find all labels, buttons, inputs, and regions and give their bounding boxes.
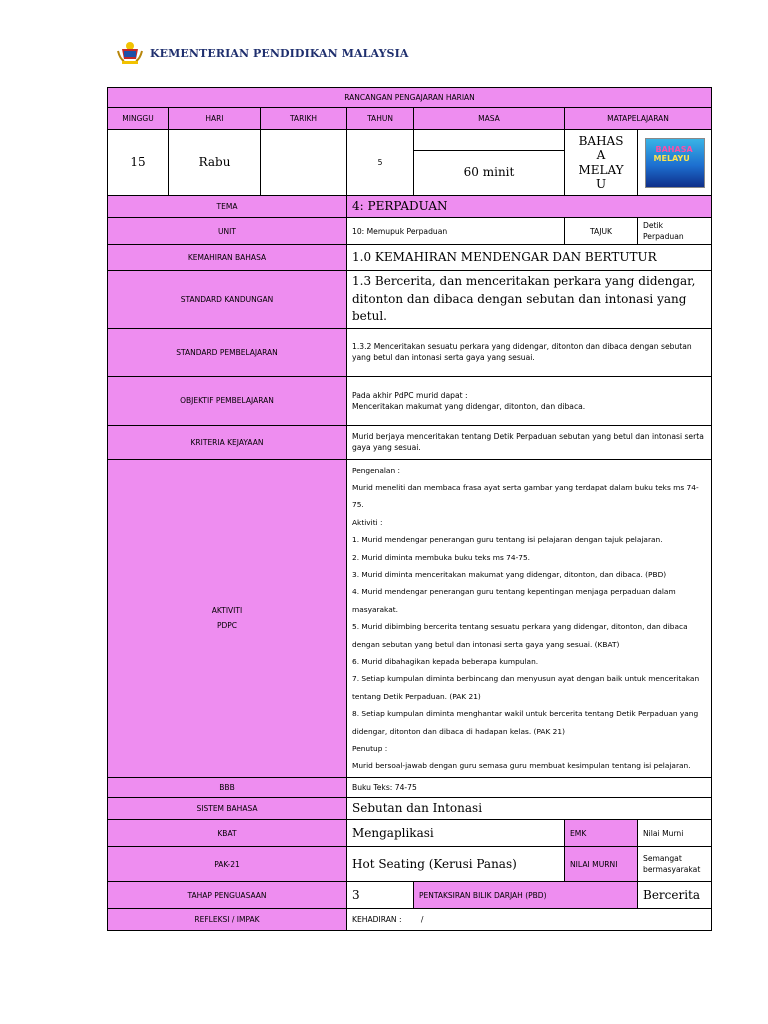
subject-line: U — [595, 176, 607, 191]
tajuk-label: TAJUK — [565, 218, 638, 245]
aktiviti-line: 1. Murid mendengar penerangan guru tentang isi pelajaran dengan tajuk pelajaran. — [352, 535, 663, 545]
textbook-cover-image — [645, 138, 705, 188]
aktiviti-line: Penutup : — [352, 744, 388, 754]
aktiviti-line: 5. Murid dibimbing bercerita tentang sesuatu perkara yang didengar, ditonton, dan dibaca dengan sebutan yang betul dan intonasi serta gaya yang sesuai. (KBAT) — [352, 622, 688, 649]
aktiviti-line: 8. Setiap kumpulan diminta menghantar wakil untuk bercerita tentang Detik Perpaduan yang didengar, ditonton dan dibaca di hadapan kelas. (PAK 21) — [352, 709, 699, 736]
kemahiran-value: 1.0 KEMAHIRAN MENDENGAR DAN BERTUTUR — [347, 245, 712, 271]
header-tahun: TAHUN — [347, 108, 414, 130]
aktiviti-line: Pengenalan : — [352, 465, 400, 475]
sistem-label: SISTEM BAHASA — [108, 797, 347, 819]
aktiviti-content — [347, 459, 712, 777]
malaysia-crest-icon — [116, 39, 144, 67]
tahap-label: TAHAP PENGUASAAN — [108, 882, 347, 909]
minggu-value: 15 — [108, 130, 169, 196]
pak-value: Hot Seating (Kerusi Panas) — [347, 847, 565, 882]
aktiviti-line: Murid meneliti dan membaca frasa ayat serta gambar yang terdapat dalam buku teks ms 74-75. — [352, 482, 699, 510]
sk-label: STANDARD KANDUNGAN — [108, 271, 347, 328]
header-tarikh: TARIKH — [261, 108, 347, 130]
nilai-value: Semangat bermasyarakat — [638, 847, 712, 882]
pbd-value: Bercerita — [638, 882, 712, 909]
header-minggu: MINGGU — [108, 108, 169, 130]
header-matapelajaran: MATAPELAJARAN — [565, 108, 712, 130]
aktiviti-label-line: PDPC — [216, 621, 238, 631]
tema-value: 4: PERPADUAN — [347, 196, 712, 218]
aktiviti-line: 7. Setiap kumpulan diminta berbincang dan menyusun ayat dengan baik untuk menceritakan tentang Detik Perpaduan. (PAK 21) — [352, 674, 700, 701]
sp-value: 1.3.2 Menceritakan sesuatu perkara yang didengar, ditonton dan dibaca dengan sebutan yang betul dan intonasi serta gaya yang sesuai. — [347, 328, 712, 376]
objektif-label: OBJEKTIF PEMBELAJARAN — [108, 376, 347, 425]
aktiviti-label-line: AKTIVITI — [211, 606, 243, 616]
pbd-label: PENTAKSIRAN BILIK DARJAH (PBD) — [414, 882, 638, 909]
sp-label: STANDARD PEMBELAJARAN — [108, 328, 347, 376]
subject-line: A — [596, 148, 606, 163]
kemahiran-label: KEMAHIRAN BAHASA — [108, 245, 347, 271]
nilai-label: NILAI MURNI — [565, 847, 638, 882]
unit-value: 10: Memupuk Perpaduan — [347, 218, 565, 245]
kbat-label: KBAT — [108, 820, 347, 847]
aktiviti-line: 2. Murid diminta membuka buku teks ms 74-75. — [352, 552, 531, 562]
kbat-value: Mengaplikasi — [347, 820, 565, 847]
pak-label: PAK-21 — [108, 847, 347, 882]
masa-blank — [414, 130, 565, 151]
bbb-value: Buku Teks: 74-75 — [347, 777, 712, 797]
refleksi-label: REFLEKSI / IMPAK — [108, 909, 347, 931]
textbook-cover-cell — [638, 130, 712, 196]
objektif-line: Pada akhir PdPC murid dapat : — [352, 390, 468, 400]
lesson-plan-table — [107, 87, 712, 931]
ministry-header — [116, 38, 408, 68]
aktiviti-line: Murid bersoal-jawab dengan guru semasa guru membuat kesimpulan tentang isi pelajaran. — [352, 761, 691, 771]
cover-subtitle: MELAYU — [653, 153, 690, 163]
masa-value: 60 minit — [414, 151, 565, 196]
subject-line: BAHAS — [578, 133, 624, 148]
kehadiran-value: KEHADIRAN : / — [347, 909, 712, 931]
tema-label: TEMA — [108, 196, 347, 218]
table-title: RANCANGAN PENGAJARAN HARIAN — [108, 88, 712, 108]
aktiviti-line: 3. Murid diminta menceritakan makumat yang didengar, ditonton, dan dibaca. (PBD) — [352, 570, 667, 579]
aktiviti-line: 4. Murid mendengar penerangan guru tentang kepentingan menjaga perpaduan dalam masyarakat. — [352, 587, 676, 614]
emk-value: Nilai Murni — [638, 820, 712, 847]
tahun-value: 5 — [347, 130, 414, 196]
subject-line: MELAY — [578, 162, 624, 177]
hari-value: Rabu — [169, 130, 261, 196]
ministry-name: KEMENTERIAN PENDIDIKAN MALAYSIA — [150, 46, 409, 60]
cover-title: BAHASA — [655, 144, 693, 154]
aktiviti-label — [108, 459, 347, 777]
sk-value: 1.3 Bercerita, dan menceritakan perkara yang didengar, ditonton dan dibaca dengan sebutan dan intonasi yang betul. — [347, 271, 712, 328]
header-masa: MASA — [414, 108, 565, 130]
unit-label: UNIT — [108, 218, 347, 245]
aktiviti-line: 6. Murid dibahagikan kepada beberapa kumpulan. — [352, 657, 539, 667]
tahap-value: 3 — [347, 882, 414, 909]
kriteria-label: KRITERIA KEJAYAAN — [108, 425, 347, 459]
header-hari: HARI — [169, 108, 261, 130]
tajuk-value: Detik Perpaduan — [638, 218, 712, 245]
objektif-value — [347, 376, 712, 425]
matapelajaran-value — [565, 130, 638, 196]
kriteria-value: Murid berjaya menceritakan tentang Detik Perpaduan sebutan yang betul dan intonasi serta gaya yang sesuai. — [347, 425, 712, 459]
aktiviti-line: Aktiviti : — [352, 517, 383, 527]
bbb-label: BBB — [108, 777, 347, 797]
emk-label: EMK — [565, 820, 638, 847]
objektif-line: Menceritakan makumat yang didengar, ditonton, dan dibaca. — [352, 401, 586, 411]
tarikh-value — [261, 130, 347, 196]
sistem-value: Sebutan dan Intonasi — [347, 797, 712, 819]
